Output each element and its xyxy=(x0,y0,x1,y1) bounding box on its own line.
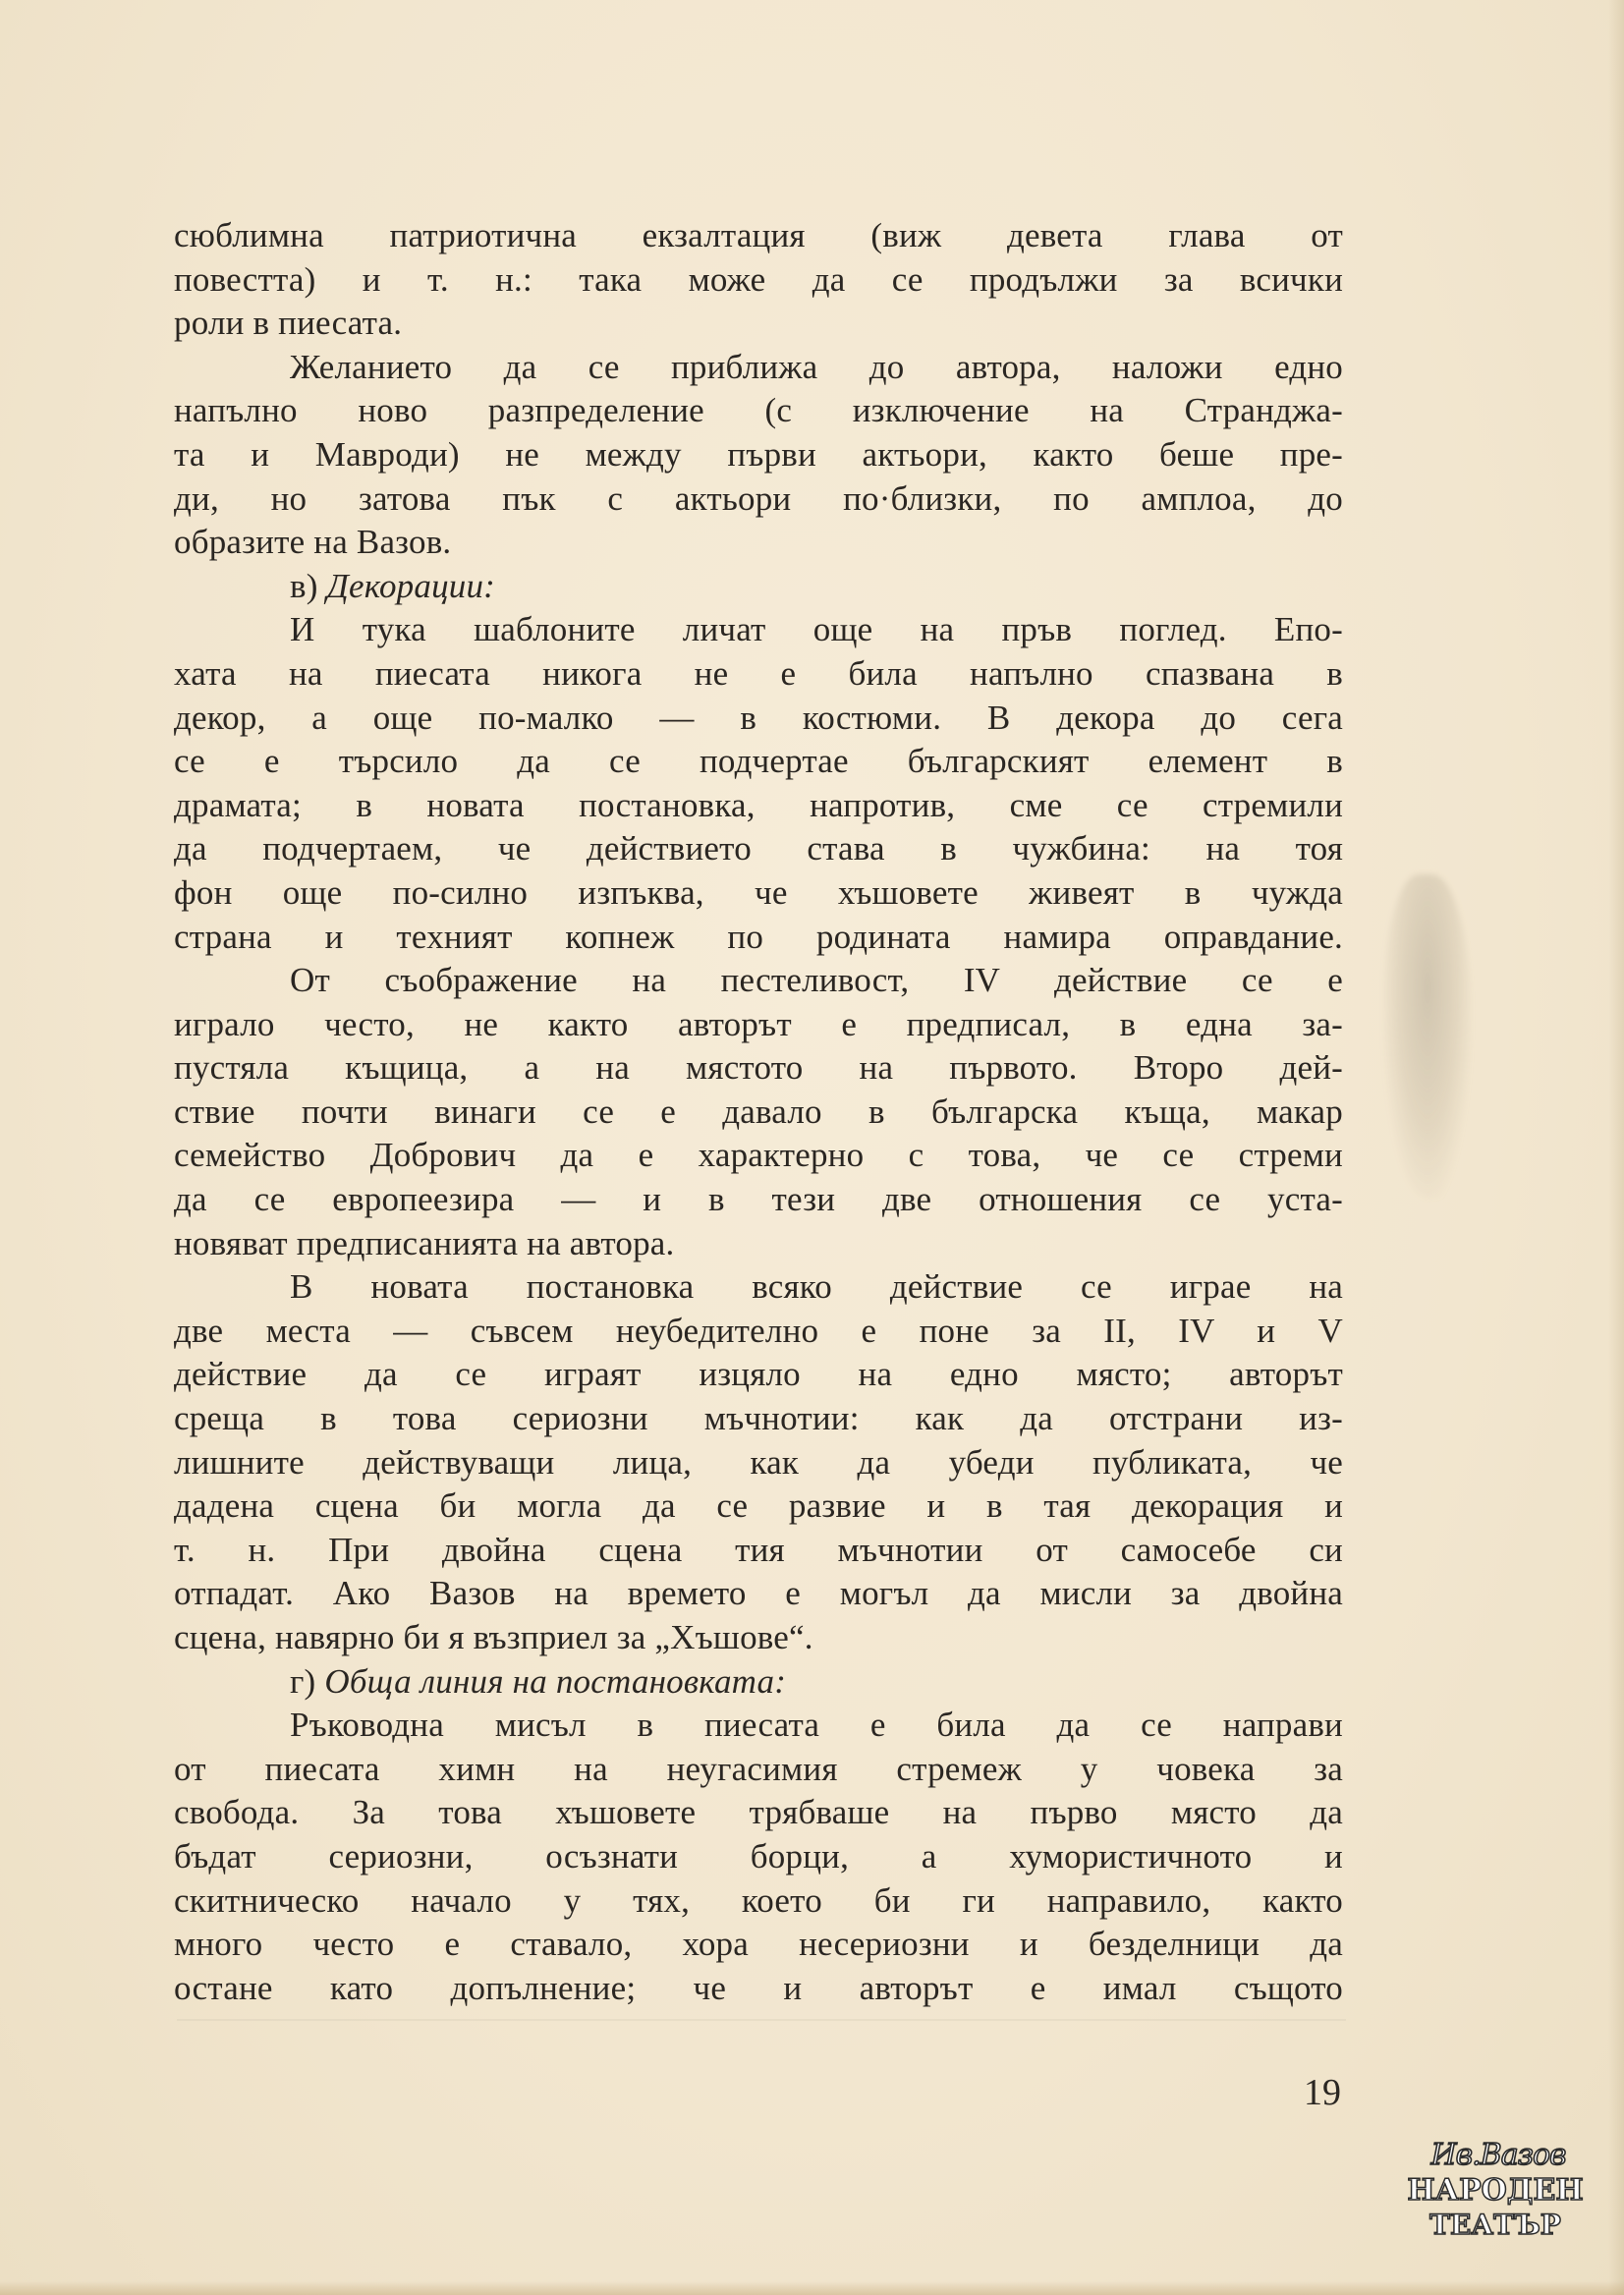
text-line: отпадат. Ако Вазов на времето е могъл да мисли за двойна xyxy=(174,1574,1343,1613)
logo-script: Ив.Вазов xyxy=(1430,2138,1566,2172)
text-line: Ръководна мисъл в пиесата е била да се направи xyxy=(290,1706,1343,1745)
section-title: Обща линия на постановката: xyxy=(324,1661,787,1701)
text-line: свобода. За това хъшовете трябваше на първо място да xyxy=(174,1793,1343,1832)
logo-line-1: НАРОДЕН xyxy=(1407,2173,1584,2208)
text-line: две места — съвсем неубедително е поне за II, IV и V xyxy=(174,1311,1343,1350)
body-text xyxy=(174,214,1343,2010)
text-line: ди, но затова пък с актьори по·близки, по амплоа, до xyxy=(174,478,1343,518)
text-line: Желанието да се приближа до автора, наложи едно xyxy=(290,347,1343,386)
logo-line-2: ТЕАТЪР xyxy=(1429,2209,1561,2241)
text-line: действие да се играят изцяло на едно място; авторът xyxy=(174,1355,1343,1394)
section-heading xyxy=(174,565,1343,609)
page-number: 19 xyxy=(1304,2072,1341,2113)
text-line: играло често, не както авторът е предписал, в една за- xyxy=(174,1004,1343,1043)
text-line: остане като допълнение; че и авторът е имал същото xyxy=(174,1968,1343,2007)
text-line: От съображение на пестеливост, IV действие се е xyxy=(290,961,1343,1000)
text-line: лишните действуващи лица, как да убеди публиката, че xyxy=(174,1442,1343,1482)
text-line: декор, а още по-малко — в костюми. В декора до сега xyxy=(174,698,1343,737)
text-line: повестта) и т. н.: така може да се продължи за всички xyxy=(174,259,1343,299)
text-line: новяват предписанията на автора. xyxy=(174,1223,675,1262)
text-line: се е търсило да се подчертае българският елемент в xyxy=(174,742,1343,781)
text-line: хата на пиесата никога не е била напълно спазвана в xyxy=(174,653,1343,693)
page-edge-bottom xyxy=(0,2281,1624,2295)
text-line: пустяла къщица, а на мястото на първото. Второ дей- xyxy=(174,1048,1343,1088)
section-title: Декорации: xyxy=(326,566,496,605)
text-line: много често е ставало, хора несериозни и безделници да xyxy=(174,1925,1343,1964)
text-line: та и Мавроди) не между първи актьори, както беше пре- xyxy=(174,434,1343,474)
text-line: семейство Добрович да е характерно с това, че се стреми xyxy=(174,1136,1343,1175)
text-line: фон още по-силно изпъква, че хъшовете живеят в чужда xyxy=(174,872,1343,912)
text-line: скитническо начало у тях, което би ги направило, както xyxy=(174,1880,1343,1920)
section-marker: г) xyxy=(290,1661,325,1701)
text-line: да се европеезира — и в тези две отношения се уста- xyxy=(174,1180,1343,1219)
text-line: образите на Вазов. xyxy=(174,523,452,562)
text-line: бъдат сериозни, осъзнати борци, а хумористичното и xyxy=(174,1836,1343,1875)
page-edge-right xyxy=(1608,0,1624,2295)
text-line: от пиесата химн на неугасимия стремеж у човека за xyxy=(174,1749,1343,1788)
text-line: ствие почти винаги се е давало в българска къща, макар xyxy=(174,1092,1343,1131)
text-line: роли в пиесата. xyxy=(174,304,403,343)
text-line: драмата; в новата постановка, напротив, сме се стремили xyxy=(174,785,1343,824)
text-line: т. н. При двойна сцена тия мъчнотии от самосебе си xyxy=(174,1530,1343,1569)
section-marker: в) xyxy=(290,566,327,605)
text-line: сцена, навярно би я възприел за „Хъшове“. xyxy=(174,1618,813,1656)
text-line: В новата постановка всяко действие се играе на xyxy=(290,1267,1343,1307)
paper-stain xyxy=(1383,874,1472,1199)
text-line: да подчертаем, че действието става в чужбина: на тоя xyxy=(174,829,1343,868)
text-line: страна и техният копнеж по родината намира оправдание. xyxy=(174,917,1343,956)
bleed-through-rule xyxy=(177,2019,1346,2064)
section-heading xyxy=(174,1660,1343,1705)
text-line: напълно ново разпределение (с изключение на Странджа- xyxy=(174,391,1343,430)
text-line: И тука шаблоните личат още на пръв поглед. Епо- xyxy=(290,610,1343,649)
national-theatre-logo xyxy=(1407,2138,1584,2246)
text-line: дадена сцена би могла да се развие и в тая декорация и xyxy=(174,1486,1343,1526)
text-line: сюблимна патриотична екзалтация (виж девета глава от xyxy=(174,216,1343,254)
text-line: среща в това сериозни мъчнотии: как да отстрани из- xyxy=(174,1399,1343,1438)
